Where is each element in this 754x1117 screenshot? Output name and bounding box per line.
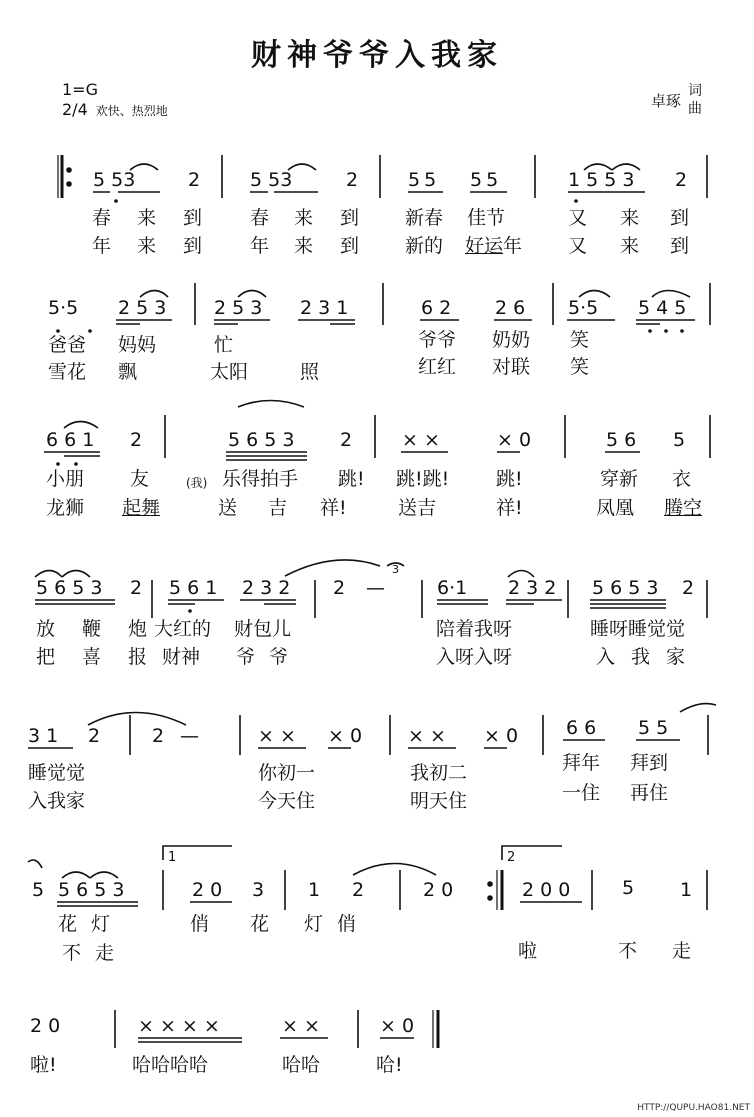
note-group: 5 6 [606,429,637,451]
lyric: 不 [618,940,638,962]
note-group: 2 [346,169,359,191]
author-name: 卓琢 [651,92,682,110]
lyric: 太阳 [210,361,249,383]
lyric: 我初二 [410,762,468,784]
note-group: 2 0 0 [522,879,571,901]
note-group: 2 [352,879,365,901]
lyric: 啦 [518,940,538,962]
lyric: 照 [300,361,320,383]
note-group: 5·5 [568,297,599,319]
lyric: 大红的 [154,618,212,640]
note-group: 55 [408,169,441,191]
note-group: 1 [308,879,321,901]
lyric: 哈哈哈哈 [132,1054,209,1076]
lyric: 到 [340,235,360,257]
lyric: 穿新 [600,468,639,490]
note-group: × 0 [497,429,532,451]
lyric: 年 [503,235,523,257]
note-group: 2 [152,725,165,747]
note-group: × × [402,429,440,451]
lyric: 拜年 [562,752,601,774]
note-group: — [180,725,199,747]
note-group: 2 [88,725,101,747]
lyric: 飘 [118,361,138,383]
note-group: 5 53 [250,169,293,191]
lyric: 奶奶 [492,329,531,351]
lyric: 睡呀睡觉觉 [590,618,686,640]
lyric: 财包儿 [234,618,292,640]
role-lyric: 词 [688,83,702,99]
lyric: 哈哈 [282,1054,321,1076]
lyric: 爷爷 [236,646,303,668]
note-group: 2 [333,577,346,599]
lyric: 拜到 [630,752,669,774]
lyric: 花 [250,913,270,935]
lyric: 明天住 [410,790,468,812]
key-signature: 1=G [62,80,98,99]
lyric: 年 [92,235,112,257]
lyric: 红红 [418,356,457,378]
lyric: 你初一 [258,762,316,784]
lyric: 到 [670,207,690,229]
lyric: 睡觉觉 [28,762,86,784]
note-group: 2 3 2 [508,577,557,599]
lyric: 哈! [376,1054,403,1076]
lyric: 来 [620,235,640,257]
note-group: 5 6 5 3 [36,577,103,599]
lyric: 到 [340,207,360,229]
lyric: 灯俏 [304,913,371,935]
lyric: 腾空 [664,497,703,519]
note-group: 2 0 [30,1015,61,1037]
lyric: 一住 [562,782,601,804]
lyric: 来 [137,207,157,229]
note-group: 2 [340,429,353,451]
lyric: 春 [92,207,112,229]
note-group: × × × × [138,1015,220,1037]
lyric: 对联 [492,356,531,378]
note-group: 1 [680,879,693,901]
note-group: × 0 [484,725,519,747]
lyric: 忙 [214,334,234,356]
note-group: 55 [470,169,503,191]
note-group: 1 5 5 3 [568,169,635,191]
note-group: 5 [622,877,635,899]
lyric: 好运 [465,235,504,257]
note-group: 5 6 5 3 [58,879,125,901]
note-group: 2 [675,169,688,191]
tempo-marking: 欢快、热烈地 [95,104,168,118]
lyric: 又 [568,235,588,257]
lyric: 笑 [570,356,590,378]
score-title: 财神爷爷入我家 [251,38,503,73]
lyric: 凤凰 [596,497,635,519]
note-group: 5·5 [48,297,79,319]
lyric: 入我家 [28,790,86,812]
note-group: 2 6 [495,297,526,319]
lyric: 跳!跳! [396,468,450,490]
lyric: 佳节 [467,207,506,229]
note-group: 2 5 3 [118,297,167,319]
lyric: 新的 [405,235,444,257]
lyric: 小朋 [46,468,85,490]
lyric: 跳! [338,468,365,490]
lyric: 衣 [672,468,692,490]
triplet-mark: 3 [392,563,399,576]
lyric: 笑 [570,329,590,351]
lyric: 起舞 [122,497,161,519]
note-group: 5 5 [638,717,669,739]
note-group: 2 3 1 [300,297,349,319]
lyric: 来 [294,235,314,257]
note-group: × 0 [328,725,363,747]
lyric: 入我家 [596,646,702,668]
lyric: 送吉 [398,497,437,519]
lyric: 春 [250,207,270,229]
note-group: × 0 [380,1015,415,1037]
lyric: 送 [218,497,238,519]
note-group: 2 0 [192,879,223,901]
note-group: 6·1 [437,577,468,599]
lyric: 放 [36,618,56,640]
lyric: 爷爷 [418,329,457,351]
role-music: 曲 [688,101,702,117]
note-group: × × [408,725,446,747]
lyric: 爸爸 [48,334,87,356]
lyric: 年 [250,235,270,257]
note-group: 6 6 [566,717,597,739]
lyric: 到 [183,235,203,257]
lyric: 报 [128,646,148,668]
volta-1-label: 1 [168,850,177,865]
note-group: 5 6 5 3 [592,577,659,599]
lyric: 陪着我呀 [436,618,513,640]
lyric: 友 [130,468,150,490]
lyric: 再住 [630,782,669,804]
note-group: 2 [130,577,143,599]
lyric: 祥! [496,497,523,519]
lyric: 来 [620,207,640,229]
lyric: 花灯 [58,913,125,935]
volta-2-label: 2 [507,850,516,865]
lyric: 俏 [190,913,210,935]
site-watermark: HTTP://QUPU.HAO81.NET [637,1103,750,1113]
lyric: 财神 [162,646,201,668]
lyric: 到 [183,207,203,229]
note-group: 2 5 3 [214,297,263,319]
note-group: 2 3 2 [242,577,291,599]
note-group: — [366,577,385,599]
lyric: 不走 [62,942,129,964]
note-group: 2 [188,169,201,191]
lyric: 来 [137,235,157,257]
note-group: 3 [252,879,265,901]
lyric: 走 [672,940,692,962]
lyric: 炮 [128,618,148,640]
lyric: 乐得拍手 [222,468,299,490]
lyric: 喜 [82,646,102,668]
note-group: 2 [130,429,143,451]
lyric: 入呀入呀 [436,646,513,668]
note-group: 5 4 5 [638,297,687,319]
lyric: 跳! [496,468,523,490]
note-group: 5 6 5 3 [228,429,295,451]
note-group: 6 2 [421,297,452,319]
note-group: 3 1 [28,725,59,747]
lyric: 龙狮 [46,497,85,519]
lyric: 新春 [405,207,444,229]
lyric: 鞭 [82,618,102,640]
lyric: 吉 [268,497,288,519]
note-group: × × [258,725,296,747]
lyric: 祥! [320,497,347,519]
lyric: 妈妈 [118,334,157,356]
lyric: 来 [294,207,314,229]
lyric: 到 [670,235,690,257]
lyric: 把 [36,646,56,668]
note-group: × × [282,1015,320,1037]
note-group: 6 6 1 [46,429,95,451]
note-group: 5 6 1 [169,577,218,599]
note-group: 2 0 [423,879,454,901]
lyric: 雪花 [48,361,87,383]
lyric: (我) [186,476,208,490]
note-group: 5 [32,879,45,901]
note-group: 5 53 [93,169,136,191]
lyric: 今天住 [258,790,316,812]
note-group: 2 [682,577,695,599]
note-group: 5 [673,429,686,451]
meter-value: 2/4 [62,100,88,119]
lyric: 啦! [30,1054,57,1076]
lyric: 又 [568,207,588,229]
